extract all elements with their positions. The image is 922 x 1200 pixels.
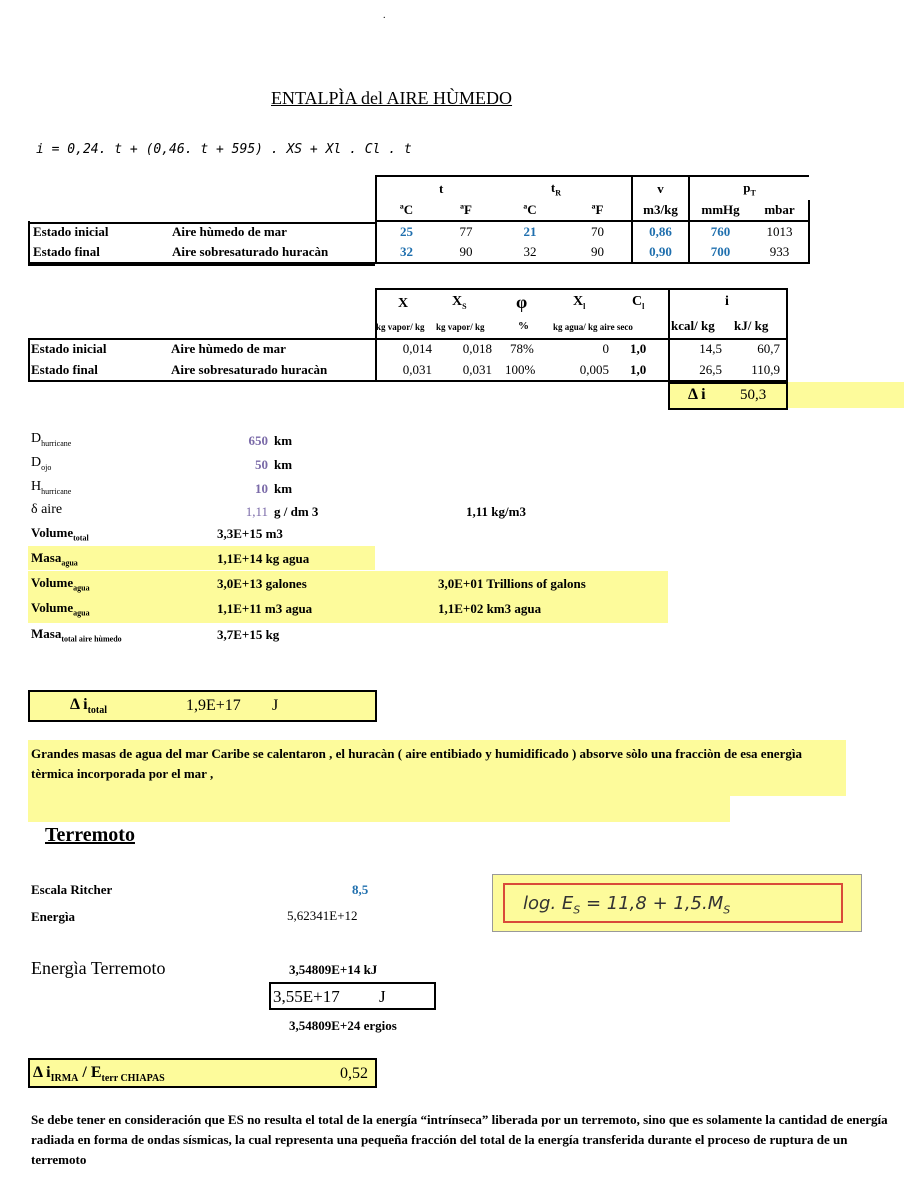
- unit-kcal: kcal/ kg: [671, 318, 715, 333]
- cell-tr-c: 32: [496, 242, 564, 263]
- cell-xl: 0: [602, 341, 609, 356]
- cell-t-f: 77: [459, 224, 473, 239]
- param-delta-aire-label: δ aire: [31, 502, 63, 517]
- header-cl-sub: l: [642, 301, 645, 311]
- param-d-ojo-label: [31, 455, 51, 472]
- unit-mmhg: mmHg: [689, 200, 751, 221]
- param-delta-aire-value: 1,11: [245, 504, 268, 519]
- param-volume-agua-m3-value: 1,1E+11 m3 agua: [217, 601, 313, 616]
- log-formula-sub2: S: [723, 903, 731, 917]
- param-volume-agua-gal-label: [31, 575, 90, 593]
- unit-t-c: ªC: [376, 200, 436, 221]
- energia-terremoto-j-unit: J: [379, 987, 386, 1006]
- delta-i-total-box: [28, 690, 377, 722]
- header-pt-sub: T: [750, 188, 756, 198]
- header-x: X: [398, 296, 409, 311]
- param-volume-total-label: [31, 525, 89, 543]
- param-masa-agua-value: 1,1E+14 kg agua: [217, 551, 310, 566]
- table2-divider-i: [668, 288, 670, 382]
- header-t: t: [436, 176, 496, 200]
- energia-label: Energìa: [31, 909, 76, 924]
- delta-total-value: 1,9E+17: [186, 697, 241, 714]
- sub: agua: [61, 558, 78, 568]
- cell-tr-f: 70: [564, 221, 632, 242]
- cell-kcal: 14,5: [699, 341, 722, 356]
- sub: hurricane: [41, 486, 72, 496]
- energia-terremoto-j-box: [269, 982, 436, 1010]
- unit-tr-c: ªC: [496, 200, 564, 221]
- delta-total-label: Δ i: [70, 696, 88, 713]
- header-v: v: [632, 176, 689, 200]
- param-d-hurricane-label: [31, 431, 71, 448]
- param-masa-total-label: [31, 626, 122, 644]
- param-volume-agua-gal-extra: 3,0E+01 Trillions of galons: [438, 576, 586, 591]
- param-volume-agua-m3-extra: 1,1E+02 km3 agua: [438, 601, 542, 616]
- table1-label-border: [28, 222, 375, 266]
- log-formula-panel: [492, 874, 862, 932]
- param-masa-total-value: 3,7E+15 kg: [217, 627, 280, 642]
- param-masa-agua-label: [31, 550, 78, 568]
- unit-mbar: mbar: [751, 200, 809, 221]
- sub: total: [73, 533, 89, 543]
- param-delta-aire-kgm3: 1,11 kg/m3: [466, 504, 526, 519]
- param-d-ojo-value: 50: [255, 457, 268, 472]
- cell-mbar: 1013: [751, 221, 809, 242]
- header-tr-sub: R: [555, 188, 561, 198]
- log-formula-sub1: S: [573, 903, 581, 917]
- cell-mmhg: 700: [689, 242, 751, 263]
- cell-t-c: 25: [376, 221, 436, 242]
- stray-dot: .: [383, 10, 386, 21]
- header-tr: t: [550, 179, 556, 195]
- page-title: ENTALPÌA del AIRE HÙMEDO: [271, 88, 513, 108]
- ratio-sub2: terr CHIAPAS: [101, 1073, 165, 1085]
- param-delta-aire-unit: g / dm 3: [274, 504, 319, 519]
- cell-mbar: 933: [751, 242, 809, 263]
- note1-text: Grandes masas de agua del mar Caribe se calentaron , el huracàn ( aire entibiado y humidificado ) absorve sòlo una fracciòn de esa energìa tèrmica incorporada por el mar ,: [31, 746, 802, 781]
- row-estado: Estado final: [31, 362, 98, 377]
- ratio-sub1: IRMA: [50, 1073, 79, 1085]
- param-h-hurricane-label: [31, 479, 71, 496]
- header-xl-sub: l: [583, 301, 586, 311]
- header-i: i: [725, 294, 729, 309]
- cell-v: 0,90: [632, 242, 689, 263]
- unit-t-f: ªF: [436, 200, 496, 221]
- unit-v: m3/kg: [632, 200, 689, 221]
- energia-value: 5,62341E+12: [287, 908, 358, 923]
- cell-mmhg: 760: [710, 224, 731, 239]
- cell-kj: 60,7: [757, 341, 780, 356]
- param-d-ojo-unit: km: [274, 457, 293, 472]
- row-estado: Estado inicial: [31, 341, 107, 356]
- unit-tr-f: ªF: [564, 200, 632, 221]
- cell-phi: 100%: [505, 362, 536, 377]
- label: Masa: [31, 550, 62, 565]
- energia-terremoto-erg: 3,54809E+24 ergios: [289, 1018, 397, 1033]
- param-volume-total-value: 3,3E+15 m3: [217, 526, 283, 541]
- delta-total-sub: total: [87, 705, 108, 717]
- unit-x: kg vapor/ kg: [376, 322, 425, 332]
- ratio-value: 0,52: [340, 1065, 368, 1082]
- label: Volume: [31, 575, 74, 590]
- cell-xl: 0,005: [579, 362, 609, 377]
- terremoto-heading: Terremoto: [45, 824, 135, 846]
- log-formula-part2: = 11,8 + 1,5.M: [580, 893, 724, 914]
- cell-tr-f: 90: [564, 242, 632, 263]
- cell-tr-c: 21: [523, 224, 537, 239]
- label: H: [31, 479, 42, 494]
- label: Volume: [31, 600, 74, 615]
- unit-kj: kJ/ kg: [734, 318, 769, 333]
- delta-i-box: [668, 382, 788, 410]
- escala-ritcher-label: Escala Ritcher: [31, 882, 113, 897]
- cell-t-f: 90: [436, 242, 496, 263]
- param-volume-agua-gal-value: 3,0E+13 galones: [217, 576, 307, 591]
- row-desc: Aire sobresaturado huracàn: [171, 362, 328, 377]
- log-formula: [523, 893, 730, 917]
- escala-ritcher-value: 8,5: [352, 882, 369, 897]
- ratio-label: Δ i: [33, 1064, 51, 1081]
- param-d-hurricane-unit: km: [274, 433, 293, 448]
- row-desc: Aire sobresaturado huracàn: [169, 242, 376, 263]
- unit-xl: kg agua/ kg aire seco: [553, 322, 633, 332]
- highlight-masa-agua: [28, 546, 375, 570]
- label: D: [31, 455, 42, 470]
- sub: agua: [73, 583, 90, 593]
- delta-total-unit: J: [272, 697, 279, 714]
- sub: total aire hùmedo: [61, 634, 122, 644]
- delta-i-value: 50,3: [740, 387, 767, 403]
- ratio-box: [28, 1058, 377, 1088]
- ratio-slash: / E: [82, 1064, 102, 1081]
- note1-highlight-2: [28, 796, 730, 822]
- row-desc: Aire hùmedo de mar: [171, 341, 286, 356]
- note2-text: Se debe tener en consideración que ES no resulta el total de la energía “intrínseca” liberada por un terremoto, sino que es solamente la cantidad de energía radiada en forma de ondas sísmicas, la cual representa una pequeña fracción del total de la energía transferida durante el proceso de ruptura de un terremoto: [31, 1112, 888, 1167]
- cell-phi: 78%: [510, 341, 534, 356]
- header-xs-sub: S: [462, 301, 467, 311]
- cell-kcal: 26,5: [699, 362, 722, 377]
- header-cl: C: [632, 294, 643, 309]
- label: D: [31, 431, 42, 446]
- unit-phi: %: [518, 320, 529, 332]
- delta-i-label: Δ i: [688, 386, 706, 403]
- label: Masa: [31, 626, 62, 641]
- sub: agua: [73, 608, 90, 618]
- table2-divider: [375, 338, 377, 382]
- sub: hurricane: [41, 438, 72, 448]
- energia-terremoto-kj: 3,54809E+14 kJ: [289, 962, 378, 977]
- row-estado: Estado final: [29, 242, 169, 263]
- row-estado: Estado inicial: [29, 221, 169, 242]
- log-formula-part1: log. E: [523, 893, 574, 914]
- header-phi: φ: [516, 292, 528, 312]
- row-desc: Aire hùmedo de mar: [172, 223, 287, 239]
- cell-v: 0,86: [632, 221, 689, 242]
- cell-x: 0,014: [402, 341, 432, 356]
- param-h-hurricane-unit: km: [274, 481, 293, 496]
- cell-xs: 0,018: [462, 341, 492, 356]
- cell-kj: 110,9: [751, 362, 780, 377]
- header-xs: X: [452, 294, 463, 309]
- log-formula-frame: [503, 883, 843, 923]
- param-d-hurricane-value: 650: [248, 433, 268, 448]
- energia-terremoto-label: Energìa Terremoto: [31, 958, 166, 978]
- cell-xs: 0,031: [462, 362, 492, 377]
- param-h-hurricane-value: 10: [255, 481, 268, 496]
- cell-t-c: 32: [376, 242, 436, 263]
- sub: ojo: [41, 462, 52, 472]
- enthalpy-formula: i = 0,24. t + (0,46. t + 595) . XS + Xl . Cl . t: [36, 142, 412, 157]
- cell-cl: 1,0: [630, 341, 647, 356]
- param-volume-agua-m3-label: [31, 600, 90, 618]
- cell-cl: 1,0: [630, 362, 647, 377]
- energia-terremoto-j-value: 3,55E+17: [273, 987, 340, 1006]
- header-xl: X: [573, 294, 584, 309]
- cell-x: 0,031: [402, 362, 432, 377]
- unit-xs: kg vapor/ kg: [436, 322, 485, 332]
- label: Volume: [31, 525, 74, 540]
- header-pt: p: [743, 179, 751, 195]
